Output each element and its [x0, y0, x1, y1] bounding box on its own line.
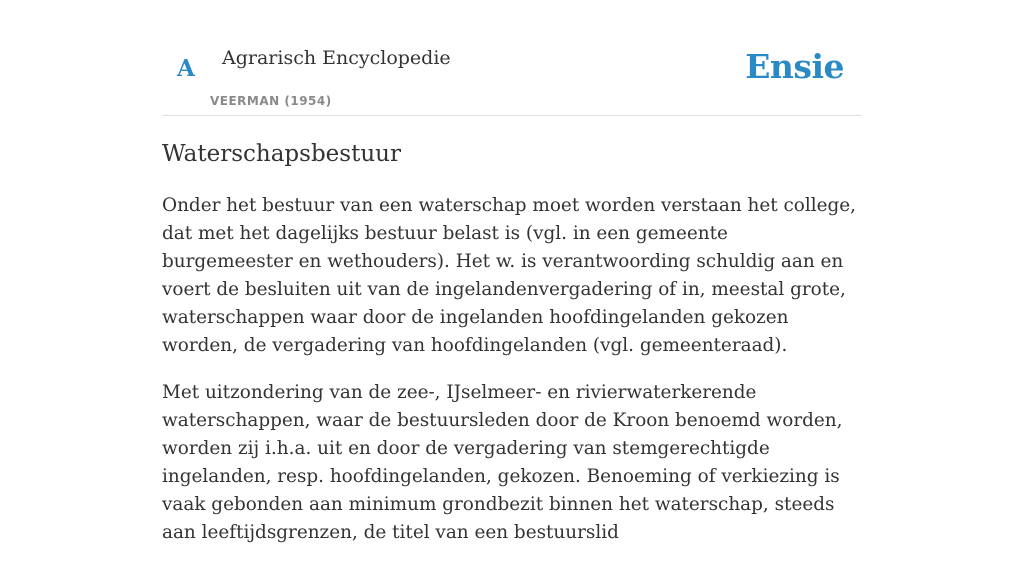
index-letter[interactable]: A	[177, 55, 195, 82]
ensie-logo[interactable]: Ensie	[745, 47, 844, 86]
book-author: VEERMAN (1954)	[210, 94, 332, 108]
article-paragraph: Met uitzondering van de zee-, IJselmeer- en rivierwaterkerende waterschappen, waar de bestuursleden door de Kroon benoemd worden, worden zij i.h.a. uit en door de vergadering van stemgerechtigde ingelanden, resp. hoofdingelanden, gekozen. Benoeming of verkiezing is vaak gebonden aan minimum grondbezit binnen het waterschap, steeds aan leeftijdsgrenzen, de titel van een bestuurslid	[162, 382, 843, 543]
book-header	[162, 0, 862, 116]
page-container	[162, 0, 862, 543]
article-title: Waterschapsbestuur	[162, 141, 401, 167]
book-title-link[interactable]: Agrarisch Encyclopedie	[222, 47, 451, 69]
article-paragraph: Onder het bestuur van een waterschap moet worden verstaan het college, dat met het dagelijks bestuur belast is (vgl. in een gemeente burgemeester en wethouders). Het w. is verantwoording schuldig aan en voert de besluiten uit van de ingelandenvergadering of in, meestal grote, waterschappen waar door de ingelanden hoofdingelanden gekozen worden, de vergadering van hoofdingelanden (vgl. gemeenteraad).	[162, 195, 857, 356]
article-body	[162, 192, 862, 566]
